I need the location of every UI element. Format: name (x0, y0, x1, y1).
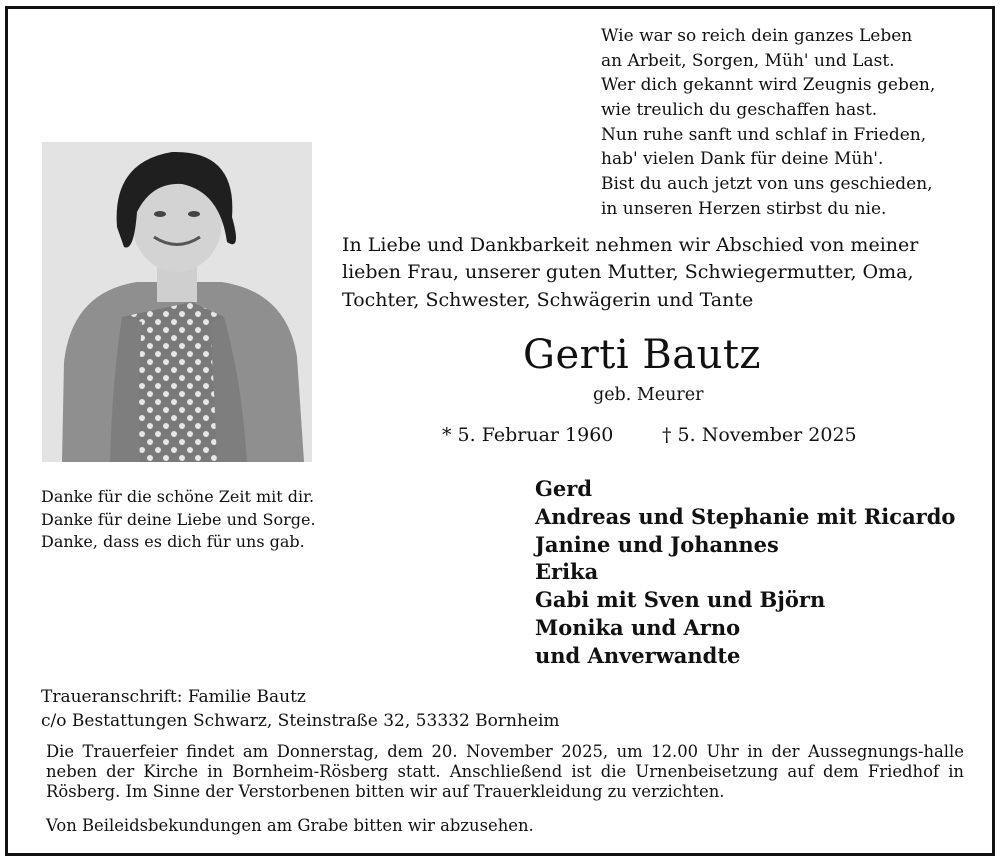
family-list (535, 475, 955, 670)
portrait-image (42, 142, 312, 462)
maiden-name: geb. Meurer (593, 385, 704, 405)
condolence-note: Von Beileidsbekundungen am Grabe bitten wir abzusehen. (46, 816, 534, 835)
poem-line: in unseren Herzen stirbst du nie. (601, 198, 887, 219)
poem-line: Wer dich gekannt wird Zeugnis geben, (601, 75, 936, 96)
family-member: Erika (535, 559, 599, 585)
thanks-line: Danke für deine Liebe und Sorge. (41, 509, 316, 529)
family-member: und Anverwandte (535, 642, 741, 668)
thanks-verse (41, 486, 316, 554)
funeral-notice: Die Trauerfeier findet am Donnerstag, dem 20. November 2025, um 12.00 Uhr in der Aussegnungs-halle neben der Kirche in Bornheim-Rösberg statt. Anschließend ist die Urnenbeisetzung auf dem Friedhof in Rösberg. Im Sinne der Verstorbenen bitten wir auf Trauerkleidung zu verzichten. (46, 742, 964, 801)
family-member: Gerd (535, 476, 593, 501)
thanks-line: Danke, dass es dich für uns gab. (41, 532, 305, 551)
family-member: Monika und Arno (535, 614, 741, 640)
poem-line: Nun ruhe sanft und schlaf in Frieden, (601, 124, 927, 145)
family-member: Andreas und Stephanie mit Ricardo (535, 503, 956, 529)
deceased-name: Gerti Bautz (523, 332, 761, 378)
memorial-poem (601, 24, 935, 222)
birth-date: * 5. Februar 1960 (442, 424, 614, 446)
family-member: Janine und Johannes (535, 531, 779, 557)
address-line: Traueranschrift: Familie Bautz (41, 687, 306, 707)
portrait-photo (42, 142, 312, 462)
farewell-intro (342, 232, 918, 314)
thanks-line: Danke für die schöne Zeit mit dir. (41, 487, 315, 506)
poem-line: Bist du auch jetzt von uns geschieden, (601, 174, 933, 195)
intro-line: In Liebe und Dankbarkeit nehmen wir Abschied von meiner (342, 234, 919, 256)
poem-line: wie treulich du geschaffen hast. (601, 100, 878, 121)
family-member: Gabi mit Sven und Björn (535, 587, 826, 613)
poem-line: Wie war so reich dein ganzes Leben (601, 26, 913, 46)
poem-line: an Arbeit, Sorgen, Müh' und Last. (601, 50, 895, 71)
poem-line: hab' vielen Dank für deine Müh'. (601, 149, 884, 170)
intro-line: Tochter, Schwester, Schwägerin und Tante (342, 288, 754, 311)
death-date: † 5. November 2025 (662, 424, 857, 446)
address-line: c/o Bestattungen Schwarz, Steinstraße 32, 53332 Bornheim (41, 711, 560, 731)
intro-line: lieben Frau, unserer guten Mutter, Schwiegermutter, Oma, (342, 261, 914, 284)
mourning-address (41, 685, 560, 733)
